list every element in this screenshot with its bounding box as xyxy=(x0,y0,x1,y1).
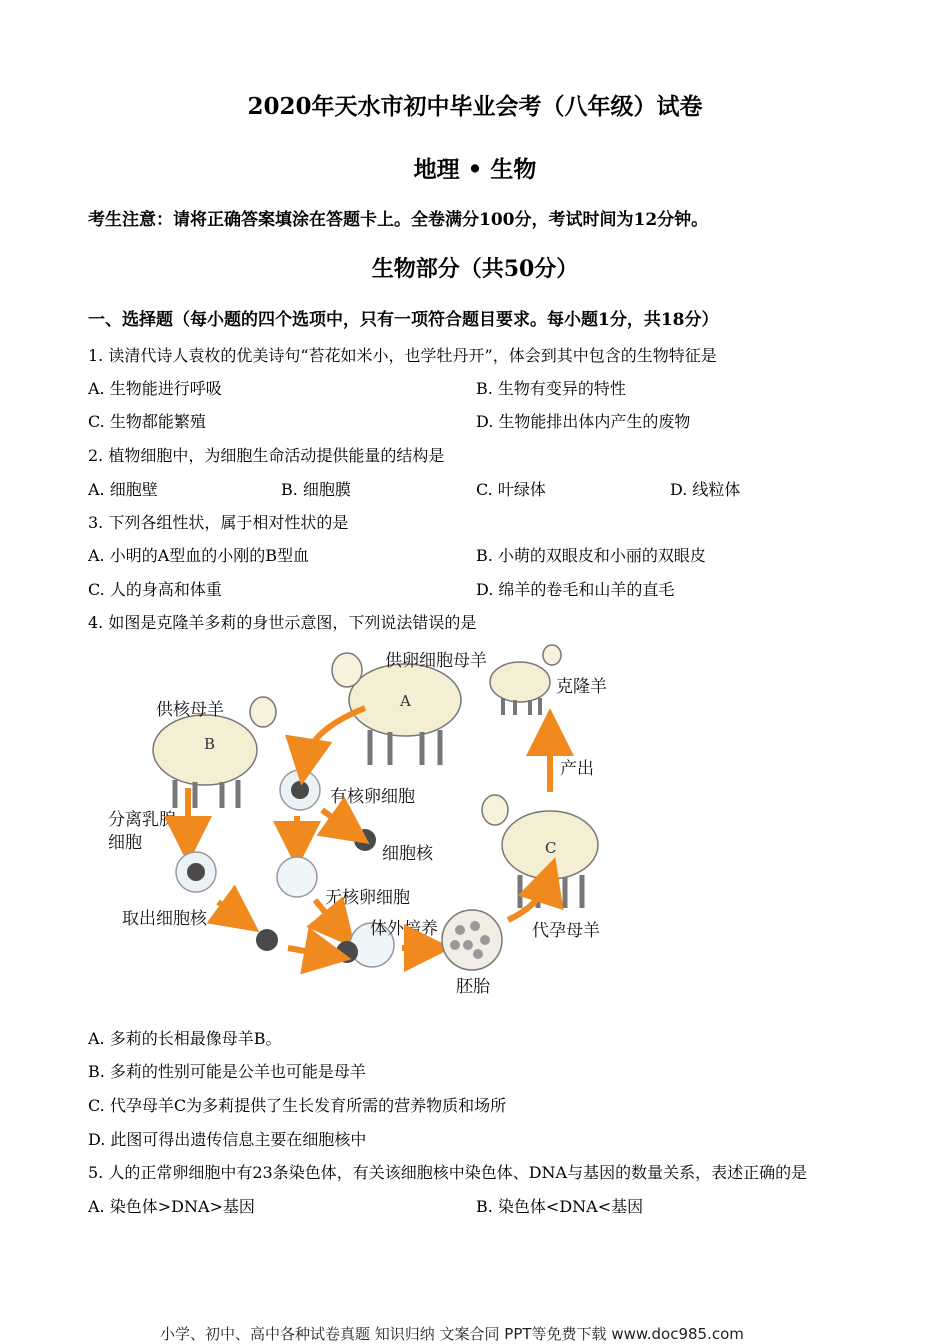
sheep-b-letter: B xyxy=(204,735,216,753)
question-1-option-b: B. 生物有变异的特性 xyxy=(476,379,626,398)
culture-label: 体外培养 xyxy=(370,919,438,939)
question-3-option-a: A. 小明的A型血的小刚的B型血 xyxy=(88,546,310,565)
question-3-option-b: B. 小萌的双眼皮和小丽的双眼皮 xyxy=(476,546,706,565)
egg-nucleus-icon xyxy=(354,829,376,851)
question-4-stem: 4. 如图是克隆羊多莉的身世示意图，下列说法错误的是 xyxy=(88,613,477,632)
embryo-icon xyxy=(442,910,502,970)
mammary-cell-icon xyxy=(176,852,216,892)
question-3-option-d: D. 绵羊的卷毛和山羊的直毛 xyxy=(476,580,675,599)
question-5-option-b: B. 染色体<DNA<基因 xyxy=(476,1197,644,1216)
clone-label: 克隆羊 xyxy=(556,677,607,697)
nucleus-donor-label: 供核母羊 xyxy=(156,700,224,720)
question-1-stem: 1. 读清代诗人袁枚的优美诗句“苔花如米小，也学牡丹开”，体会到其中包含的生物特征是 xyxy=(88,346,717,365)
nucleus-label: 细胞核 xyxy=(382,844,433,864)
arrow-extract xyxy=(218,902,240,918)
separate-cell-label-2: 细胞 xyxy=(108,833,142,853)
enucleated-egg-icon xyxy=(277,857,317,897)
sheep-a-letter: A xyxy=(400,692,411,710)
clone-sheep-icon xyxy=(490,645,561,715)
question-4-option-d: D. 此图可得出遗传信息主要在细胞核中 xyxy=(88,1130,367,1149)
embryo-label: 胚胎 xyxy=(456,977,490,997)
extracted-nucleus-icon xyxy=(256,929,278,951)
question-3-option-c: C. 人的身高和体重 xyxy=(88,580,222,599)
page-footer: 小学、初中、高中各种试卷真题 知识归纳 文案合同 PPT等免费下载 www.doc985.com xyxy=(160,1325,744,1343)
separate-cell-label: 分离乳腺 xyxy=(108,810,176,830)
surrogate-label: 代孕母羊 xyxy=(532,921,600,941)
question-5-stem: 5. 人的正常卵细胞中有23条染色体，有关该细胞核中染色体、DNA与基因的数量关系，表述正确的是 xyxy=(88,1163,808,1182)
arrow-embryo-to-c xyxy=(508,880,548,920)
arrow-nucleus-to-fusion xyxy=(288,948,328,955)
exam-notice: 考生注意：请将正确答案填涂在答题卡上。全卷满分100分，考试时间为12分钟。 xyxy=(88,210,709,230)
question-1-option-d: D. 生物能排出体内产生的废物 xyxy=(476,412,691,431)
part-heading: 一、选择题（每小题的四个选项中，只有一项符合题目要求。每小题1分，共18分） xyxy=(88,310,719,330)
question-2-option-c: C. 叶绿体 xyxy=(476,480,546,499)
nucleated-egg-label: 有核卵细胞 xyxy=(330,787,415,807)
question-2-option-a: A. 细胞壁 xyxy=(88,480,158,499)
question-4-option-a: A. 多莉的长相最像母羊B。 xyxy=(88,1029,282,1048)
question-2-stem: 2. 植物细胞中，为细胞生命活动提供能量的结构是 xyxy=(88,446,445,465)
nucleated-egg-icon xyxy=(280,770,320,810)
exam-subject: 地理 • 生物 xyxy=(413,156,537,183)
question-5-option-a: A. 染色体>DNA>基因 xyxy=(88,1197,255,1216)
egg-donor-label: 供卵细胞母羊 xyxy=(385,651,487,671)
section-heading: 生物部分（共50分） xyxy=(371,256,579,282)
question-2-option-b: B. 细胞膜 xyxy=(281,480,351,499)
question-1-option-a: A. 生物能进行呼吸 xyxy=(88,379,222,398)
clone-sheep-diagram xyxy=(100,640,620,1010)
sheep-c-letter: C xyxy=(545,839,557,857)
question-4-option-c: C. 代孕母羊C为多莉提供了生长发育所需的营养物质和场所 xyxy=(88,1096,507,1115)
question-1-option-c: C. 生物都能繁殖 xyxy=(88,412,206,431)
arrow-remove-nucleus xyxy=(322,810,350,830)
question-3-stem: 3. 下列各组性状，属于相对性状的是 xyxy=(88,513,349,532)
exam-title: 2020年天水市初中毕业会考（八年级）试卷 xyxy=(247,93,703,120)
question-2-option-d: D. 线粒体 xyxy=(670,480,741,499)
output-label: 产出 xyxy=(560,759,594,779)
question-4-option-b: B. 多莉的性别可能是公羊也可能是母羊 xyxy=(88,1062,366,1081)
extract-nucleus-label: 取出细胞核 xyxy=(122,909,207,929)
enucleated-egg-label: 无核卵细胞 xyxy=(325,888,410,908)
